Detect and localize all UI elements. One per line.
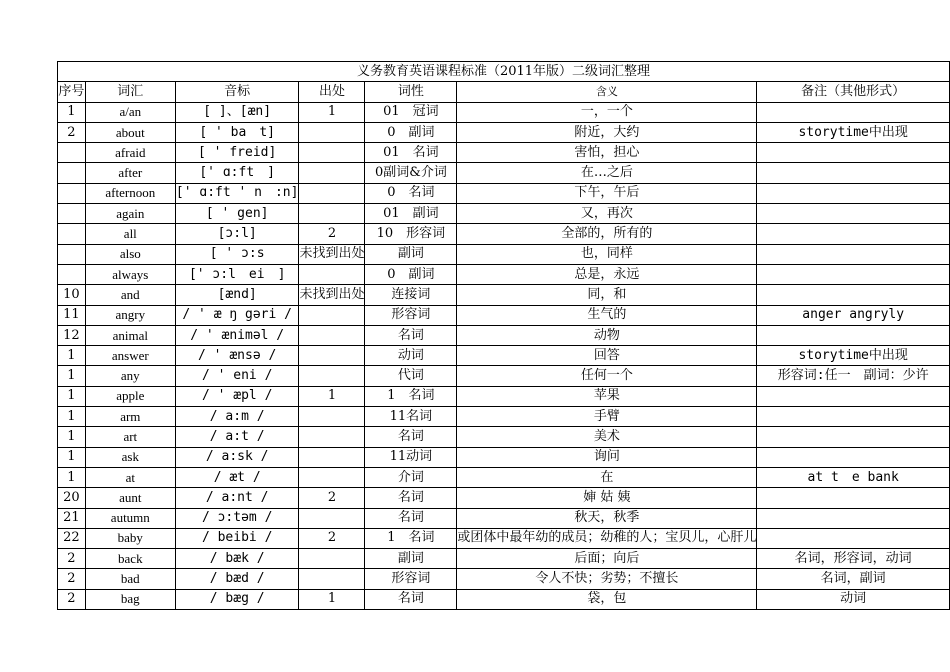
cell-pos: 0副词&介词 [365, 163, 457, 183]
cell-meaning: 又，再次 [457, 204, 757, 224]
cell-index: 21 [58, 508, 86, 528]
table-row [58, 102, 950, 122]
cell-index: 20 [58, 488, 86, 508]
cell-note: storytime中出现 [757, 122, 950, 142]
header-note: 备注（其他形式） [757, 82, 950, 102]
cell-phonetic: / a:sk / [175, 447, 299, 467]
cell-index [58, 224, 86, 244]
header-pos: 词性 [365, 82, 457, 102]
cell-meaning: 附近，大约 [457, 122, 757, 142]
cell-word: also [85, 244, 175, 264]
cell-meaning: 也，同样 [457, 244, 757, 264]
cell-note: 动词 [757, 589, 950, 609]
cell-pos: 01 副词 [365, 204, 457, 224]
table-row [58, 549, 950, 569]
cell-meaning: 总是，永远 [457, 264, 757, 284]
cell-word: aunt [85, 488, 175, 508]
cell-source [299, 346, 365, 366]
cell-index: 2 [58, 549, 86, 569]
cell-index: 2 [58, 589, 86, 609]
cell-source [299, 163, 365, 183]
cell-note: 形容词:任一 副词：少许 [757, 366, 950, 386]
cell-source [299, 407, 365, 427]
cell-note: storytime中出现 [757, 346, 950, 366]
cell-pos: 0 副词 [365, 122, 457, 142]
cell-index: 1 [58, 427, 86, 447]
cell-source [299, 264, 365, 284]
cell-meaning: 袋，包 [457, 589, 757, 609]
cell-pos: 0 副词 [365, 264, 457, 284]
cell-phonetic: / a:m / [175, 407, 299, 427]
cell-word: bag [85, 589, 175, 609]
cell-meaning: 动物 [457, 325, 757, 345]
table-row [58, 122, 950, 142]
table-row [58, 508, 950, 528]
cell-meaning: 回答 [457, 346, 757, 366]
cell-phonetic: / ' æniməl / [175, 325, 299, 345]
cell-index: 1 [58, 467, 86, 487]
cell-index: 2 [58, 122, 86, 142]
cell-phonetic: / ' ænsə / [175, 346, 299, 366]
cell-phonetic: [ ' freid] [175, 143, 299, 163]
cell-pos: 01 冠词 [365, 102, 457, 122]
cell-pos: 副词 [365, 244, 457, 264]
cell-phonetic: / a:nt / [175, 488, 299, 508]
cell-word: again [85, 204, 175, 224]
cell-meaning: 苹果 [457, 386, 757, 406]
cell-note [757, 244, 950, 264]
cell-phonetic: / bæg / [175, 589, 299, 609]
cell-meaning: 全部的，所有的 [457, 224, 757, 244]
cell-source [299, 508, 365, 528]
table-row [58, 285, 950, 305]
vocabulary-table [57, 61, 950, 610]
cell-phonetic: [ ' gen] [175, 204, 299, 224]
cell-note [757, 204, 950, 224]
cell-meaning: 害怕，担心 [457, 143, 757, 163]
cell-phonetic: [' ɑ:ft ' n :n] [175, 183, 299, 203]
table-row [58, 386, 950, 406]
cell-word: back [85, 549, 175, 569]
cell-phonetic: [ænd] [175, 285, 299, 305]
cell-note [757, 488, 950, 508]
cell-source: 未找到出处 [299, 285, 365, 305]
cell-word: autumn [85, 508, 175, 528]
cell-pos: 形容词 [365, 305, 457, 325]
cell-source [299, 447, 365, 467]
cell-note [757, 183, 950, 203]
cell-meaning: 后面；向后 [457, 549, 757, 569]
cell-index: 1 [58, 407, 86, 427]
cell-phonetic: / bæk / [175, 549, 299, 569]
cell-note [757, 264, 950, 284]
cell-source [299, 549, 365, 569]
cell-pos: 介词 [365, 467, 457, 487]
cell-pos: 11动词 [365, 447, 457, 467]
table-row [58, 244, 950, 264]
cell-source [299, 183, 365, 203]
cell-word: afraid [85, 143, 175, 163]
table-row [58, 346, 950, 366]
cell-pos: 连接词 [365, 285, 457, 305]
table-row [58, 427, 950, 447]
table-row [58, 325, 950, 345]
cell-meaning: 秋天，秋季 [457, 508, 757, 528]
title-row [58, 62, 950, 82]
cell-phonetic: / æt / [175, 467, 299, 487]
table-row [58, 224, 950, 244]
cell-word: any [85, 366, 175, 386]
header-row [58, 82, 950, 102]
cell-note [757, 386, 950, 406]
sheet-title: 义务教育英语课程标准（2011年版）二级词汇整理 [58, 62, 950, 82]
cell-source [299, 467, 365, 487]
cell-meaning: 任何一个 [457, 366, 757, 386]
cell-word: afternoon [85, 183, 175, 203]
cell-word: ask [85, 447, 175, 467]
cell-source [299, 366, 365, 386]
table-row [58, 407, 950, 427]
cell-pos: 动词 [365, 346, 457, 366]
cell-note [757, 325, 950, 345]
header-word: 词汇 [85, 82, 175, 102]
cell-index: 1 [58, 102, 86, 122]
cell-word: at [85, 467, 175, 487]
cell-word: animal [85, 325, 175, 345]
cell-meaning: 生气的 [457, 305, 757, 325]
cell-word: bad [85, 569, 175, 589]
cell-word: answer [85, 346, 175, 366]
cell-phonetic: [' ɔ:l ei ] [175, 264, 299, 284]
cell-phonetic: / ' eni / [175, 366, 299, 386]
table-row [58, 305, 950, 325]
cell-pos: 名词 [365, 508, 457, 528]
cell-source [299, 122, 365, 142]
cell-pos: 11名词 [365, 407, 457, 427]
cell-index [58, 264, 86, 284]
cell-pos: 1 名词 [365, 386, 457, 406]
table-row [58, 183, 950, 203]
cell-pos: 1 名词 [365, 528, 457, 548]
cell-note [757, 407, 950, 427]
cell-meaning: 美术 [457, 427, 757, 447]
cell-note: 名词，形容词，动词 [757, 549, 950, 569]
table-row [58, 264, 950, 284]
cell-source: 1 [299, 102, 365, 122]
cell-phonetic: [ ]、[æn] [175, 102, 299, 122]
table-row [58, 447, 950, 467]
cell-source: 2 [299, 528, 365, 548]
cell-word: angry [85, 305, 175, 325]
cell-phonetic: / beibi / [175, 528, 299, 548]
cell-word: always [85, 264, 175, 284]
cell-index: 12 [58, 325, 86, 345]
cell-word: arm [85, 407, 175, 427]
table-row [58, 143, 950, 163]
cell-note [757, 143, 950, 163]
cell-word: after [85, 163, 175, 183]
cell-meaning: 下午，午后 [457, 183, 757, 203]
cell-index: 1 [58, 386, 86, 406]
cell-note [757, 285, 950, 305]
cell-meaning: 一，一个 [457, 102, 757, 122]
cell-source [299, 427, 365, 447]
cell-meaning: 令人不快；劣势；不擅长 [457, 569, 757, 589]
cell-meaning: 婶 姑 姨 [457, 488, 757, 508]
cell-pos: 名词 [365, 589, 457, 609]
header-source: 出处 [299, 82, 365, 102]
cell-word: a/an [85, 102, 175, 122]
cell-meaning: 同，和 [457, 285, 757, 305]
cell-pos: 代词 [365, 366, 457, 386]
cell-phonetic: [ ' ba t] [175, 122, 299, 142]
cell-phonetic: / ' æ ŋ gəri / [175, 305, 299, 325]
cell-index: 10 [58, 285, 86, 305]
cell-pos: 形容词 [365, 569, 457, 589]
cell-phonetic: / a:t / [175, 427, 299, 447]
header-phonetic: 音标 [175, 82, 299, 102]
cell-word: baby [85, 528, 175, 548]
table-row [58, 488, 950, 508]
cell-word: about [85, 122, 175, 142]
cell-meaning: 手臂 [457, 407, 757, 427]
table-row [58, 528, 950, 548]
cell-source [299, 204, 365, 224]
cell-phonetic: [ɔ:l] [175, 224, 299, 244]
cell-index [58, 163, 86, 183]
cell-pos: 名词 [365, 488, 457, 508]
cell-note [757, 528, 950, 548]
cell-index [58, 183, 86, 203]
cell-phonetic: [ ' ɔ:s [175, 244, 299, 264]
table-row [58, 163, 950, 183]
table-row [58, 366, 950, 386]
cell-note [757, 447, 950, 467]
cell-source [299, 143, 365, 163]
cell-word: all [85, 224, 175, 244]
cell-meaning: 或团体中最年幼的成员；幼稚的人；宝贝儿，心肝儿 [457, 528, 757, 548]
cell-index: 11 [58, 305, 86, 325]
cell-source: 1 [299, 589, 365, 609]
cell-index: 2 [58, 569, 86, 589]
cell-note [757, 508, 950, 528]
cell-note: at t e bank [757, 467, 950, 487]
cell-index: 1 [58, 346, 86, 366]
cell-index: 1 [58, 447, 86, 467]
cell-note: 名词，副词 [757, 569, 950, 589]
cell-pos: 名词 [365, 325, 457, 345]
cell-meaning: 在 [457, 467, 757, 487]
cell-phonetic: / ɔ:təm / [175, 508, 299, 528]
cell-index: 1 [58, 366, 86, 386]
cell-note [757, 224, 950, 244]
cell-meaning: 在…之后 [457, 163, 757, 183]
header-index: 序号 [58, 82, 86, 102]
cell-index [58, 244, 86, 264]
cell-note [757, 102, 950, 122]
cell-pos: 10 形容词 [365, 224, 457, 244]
cell-source: 2 [299, 488, 365, 508]
cell-source: 1 [299, 386, 365, 406]
cell-index: 22 [58, 528, 86, 548]
cell-index [58, 204, 86, 224]
table-row [58, 204, 950, 224]
header-meaning: 含义 [457, 82, 757, 102]
cell-index [58, 143, 86, 163]
cell-word: apple [85, 386, 175, 406]
cell-phonetic: / ' æpl / [175, 386, 299, 406]
cell-word: art [85, 427, 175, 447]
cell-source: 2 [299, 224, 365, 244]
cell-note [757, 163, 950, 183]
cell-phonetic: [' ɑ:ft ] [175, 163, 299, 183]
cell-pos: 副词 [365, 549, 457, 569]
table-row [58, 569, 950, 589]
cell-source [299, 325, 365, 345]
cell-note [757, 427, 950, 447]
cell-meaning: 询问 [457, 447, 757, 467]
cell-pos: 0 名词 [365, 183, 457, 203]
cell-word: and [85, 285, 175, 305]
cell-pos: 01 名词 [365, 143, 457, 163]
cell-phonetic: / bæd / [175, 569, 299, 589]
cell-source [299, 305, 365, 325]
cell-note: anger angryly [757, 305, 950, 325]
cell-source [299, 569, 365, 589]
table-row [58, 589, 950, 609]
cell-pos: 名词 [365, 427, 457, 447]
table-row [58, 467, 950, 487]
cell-source: 未找到出处 [299, 244, 365, 264]
